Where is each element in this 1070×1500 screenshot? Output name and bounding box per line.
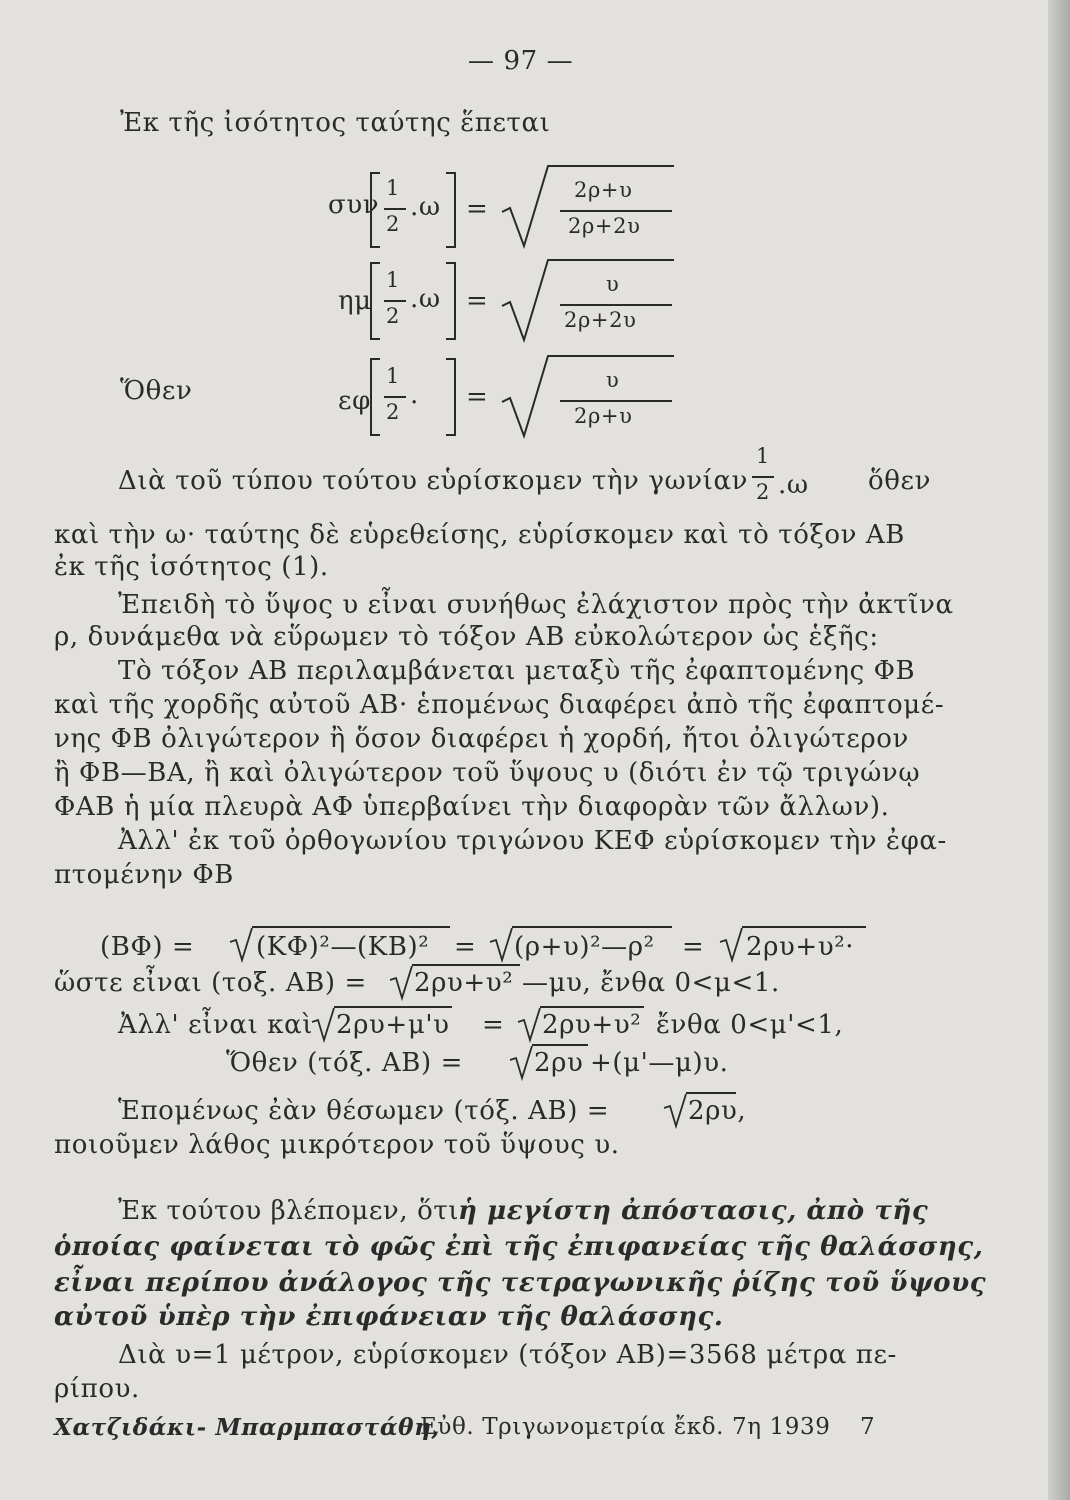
text-line: Ὅθεν (τόξ. ΑΒ) = [226,1048,463,1078]
page-number: — 97 — [468,46,574,76]
page-edge [1048,0,1070,1500]
radical-sign [718,924,744,964]
equals: = [466,194,489,224]
vinculum [252,926,450,928]
radical-sign [310,1004,336,1044]
vinculum [540,1006,644,1008]
text-line: πτομένην ΦΒ [54,860,234,890]
text-line: ρ, δυνάμεθα νὰ εὕρωμεν τὸ τόξον ΑΒ εὐκολώτερον ὡς ἑξῆς: [54,622,879,652]
emphasis-text: ἡ μεγίστη ἀπόστασις, ἀπὸ τῆς [458,1196,929,1226]
dot: . [410,380,419,410]
radicand-denominator: 2ρ+υ [574,404,633,428]
radicand: (ρ+υ)²—ρ² [514,932,655,962]
bracket-right [446,358,456,436]
tan-label: εφ [338,386,371,416]
vinculum [686,1092,736,1094]
radical-sign [662,1090,688,1130]
half-denominator: 2 [386,400,400,424]
text-line: +(μ'—μ)υ. [590,1048,729,1078]
radicand: 2ρυ [534,1048,584,1078]
text-line: Ἀλλ' εἶναι καὶ [118,1010,314,1040]
vinculum [512,926,672,928]
footer-sheet: 7 [860,1414,876,1440]
radicand-numerator: υ [606,272,620,296]
fraction-bar [384,208,406,210]
half-denominator: 2 [386,212,400,236]
vinculum [742,926,866,928]
text-line: καὶ τῆς χορδῆς αὐτοῦ ΑΒ· ἑπομένως διαφέρει ἀπὸ τῆς ἐφαπτομέ- [54,690,945,720]
radical-sign [516,1004,542,1044]
radicand-denominator: 2ρ+2υ [568,214,641,238]
text-line: ὥστε εἶναι (τοξ. ΑΒ) = [54,968,367,998]
text-line: ποιοῦμεν λάθος μικρότερον τοῦ ὕψους υ. [54,1130,620,1160]
radicand: 2ρυ, [688,1096,747,1126]
text-line: Ἑπομένως ἐὰν θέσωμεν (τόξ. ΑΒ) = [118,1096,610,1126]
text-line: ἐκ τῆς ἰσότητος (1). [54,552,329,582]
footer-book: Εὐθ. Τριγωνομετρία ἔκδ. 7η 1939 [420,1414,831,1440]
radicand-denominator: 2ρ+2υ [564,308,637,332]
bracket-left [370,358,380,436]
othen-label: Ὅθεν [120,376,193,406]
text-line: καὶ τὴν ω· ταύτης δὲ εὑρεθείσης, εὑρίσκομεν καὶ τὸ τόξον ΑΒ [54,520,905,550]
emphasis-text: εἶναι περίπου ἀνάλογος τῆς τετραγωνικῆς ῥίζης τοῦ ὕψους [54,1268,987,1298]
text-line: —μυ, ἔνθα 0<μ<1. [522,968,780,998]
half-denominator: 2 [386,304,400,328]
fraction-bar [560,210,672,212]
eq-lhs: (ΒΦ) = [100,932,195,962]
cos-label: συν [328,190,380,220]
half-numerator: 1 [386,176,400,200]
text-line: ὅθεν [868,466,931,496]
emphasis-text: ὁποίας φαίνεται τὸ φῶς ἐπὶ τῆς ἐπιφανείας τῆς θαλάσσης, [54,1232,984,1262]
equals: = [466,382,489,412]
bracket-right [446,172,456,248]
fraction-bar [384,396,406,398]
text-line: ἔνθα 0<μ'<1, [656,1010,844,1040]
fraction-bar [560,400,672,402]
text-line: νης ΦΒ ὀλιγώτερον ἢ ὅσον διαφέρει ἡ χορδή, ἤτοι ὀλιγώτερον [54,724,909,754]
emphasis-text: αὐτοῦ ὑπὲρ τὴν ἐπιφάνειαν τῆς θαλάσσης. [54,1302,724,1332]
equals: = [482,1010,505,1040]
text-line: Ἐπειδὴ τὸ ὕψος υ εἶναι συνήθως ἐλάχιστον πρὸς τὴν ἀκτῖνα [118,590,954,620]
bracket-left [370,262,380,340]
half-numerator: 1 [756,444,770,468]
sin-label: ημ [338,286,372,316]
half-numerator: 1 [386,268,400,292]
text-line: Διὰ υ=1 μέτρον, εὑρίσκομεν (τόξον ΑΒ)=3568 μέτρα πε- [118,1340,897,1370]
text-line: ἢ ΦΒ—ΒΑ, ἢ καὶ ὀλιγώτερον τοῦ ὕψους υ (διότι ἐν τῷ τριγώνῳ [54,758,921,788]
equals: = [466,286,489,316]
fraction-bar [752,476,774,478]
bracket-left [370,172,380,248]
radicand: 2ρυ+υ² [414,968,514,998]
half-denominator: 2 [756,480,770,504]
radical-sign [388,962,414,1002]
text-line: Ἀλλ' ἐκ τοῦ ὀρθογωνίου τριγώνου ΚΕΦ εὑρίσκομεν τὴν ἐφα- [118,826,947,856]
radicand-numerator: υ [606,368,620,392]
omega: .ω [410,284,441,314]
omega: .ω [410,192,441,222]
radical-sign [488,924,514,964]
half-numerator: 1 [386,364,400,388]
fraction-bar [384,300,406,302]
omega: .ω [778,470,809,500]
vinculum [334,1006,452,1008]
vinculum [532,1044,588,1046]
radicand-numerator: 2ρ+υ [574,178,633,202]
equals: = [454,932,477,962]
fraction-bar [560,304,672,306]
radicand: 2ρυ+υ² [542,1010,642,1040]
equals: = [682,932,705,962]
vinculum [412,964,520,966]
radicand: 2ρυ+υ²· [746,932,855,962]
text-line: ΦΑΒ ἡ μία πλευρὰ ΑΦ ὑπερβαίνει τὴν διαφορὰν τῶν ἄλλων). [54,792,890,822]
footer-authors: Χατζιδάκι- Μπαρμπαστάθη, [54,1414,440,1441]
radicand: 2ρυ+μ'υ [336,1010,450,1040]
text-line: ρίπου. [54,1374,140,1404]
intro-line: Ἐκ τῆς ἰσότητος ταύτης ἕπεται [120,108,551,138]
radicand: (ΚΦ)²—(ΚΒ)² [256,932,430,962]
radical-sign [228,924,254,964]
text-line: Διὰ τοῦ τύπου τούτου εὑρίσκομεν τὴν γωνίαν [118,466,749,496]
text-line: Τὸ τόξον ΑΒ περιλαμβάνεται μεταξὺ τῆς ἐφαπτομένης ΦΒ [118,656,916,686]
bracket-right [446,262,456,340]
text-line: Ἐκ τούτου βλέπομεν, ὅτι [118,1196,460,1226]
radical-sign [508,1042,534,1082]
